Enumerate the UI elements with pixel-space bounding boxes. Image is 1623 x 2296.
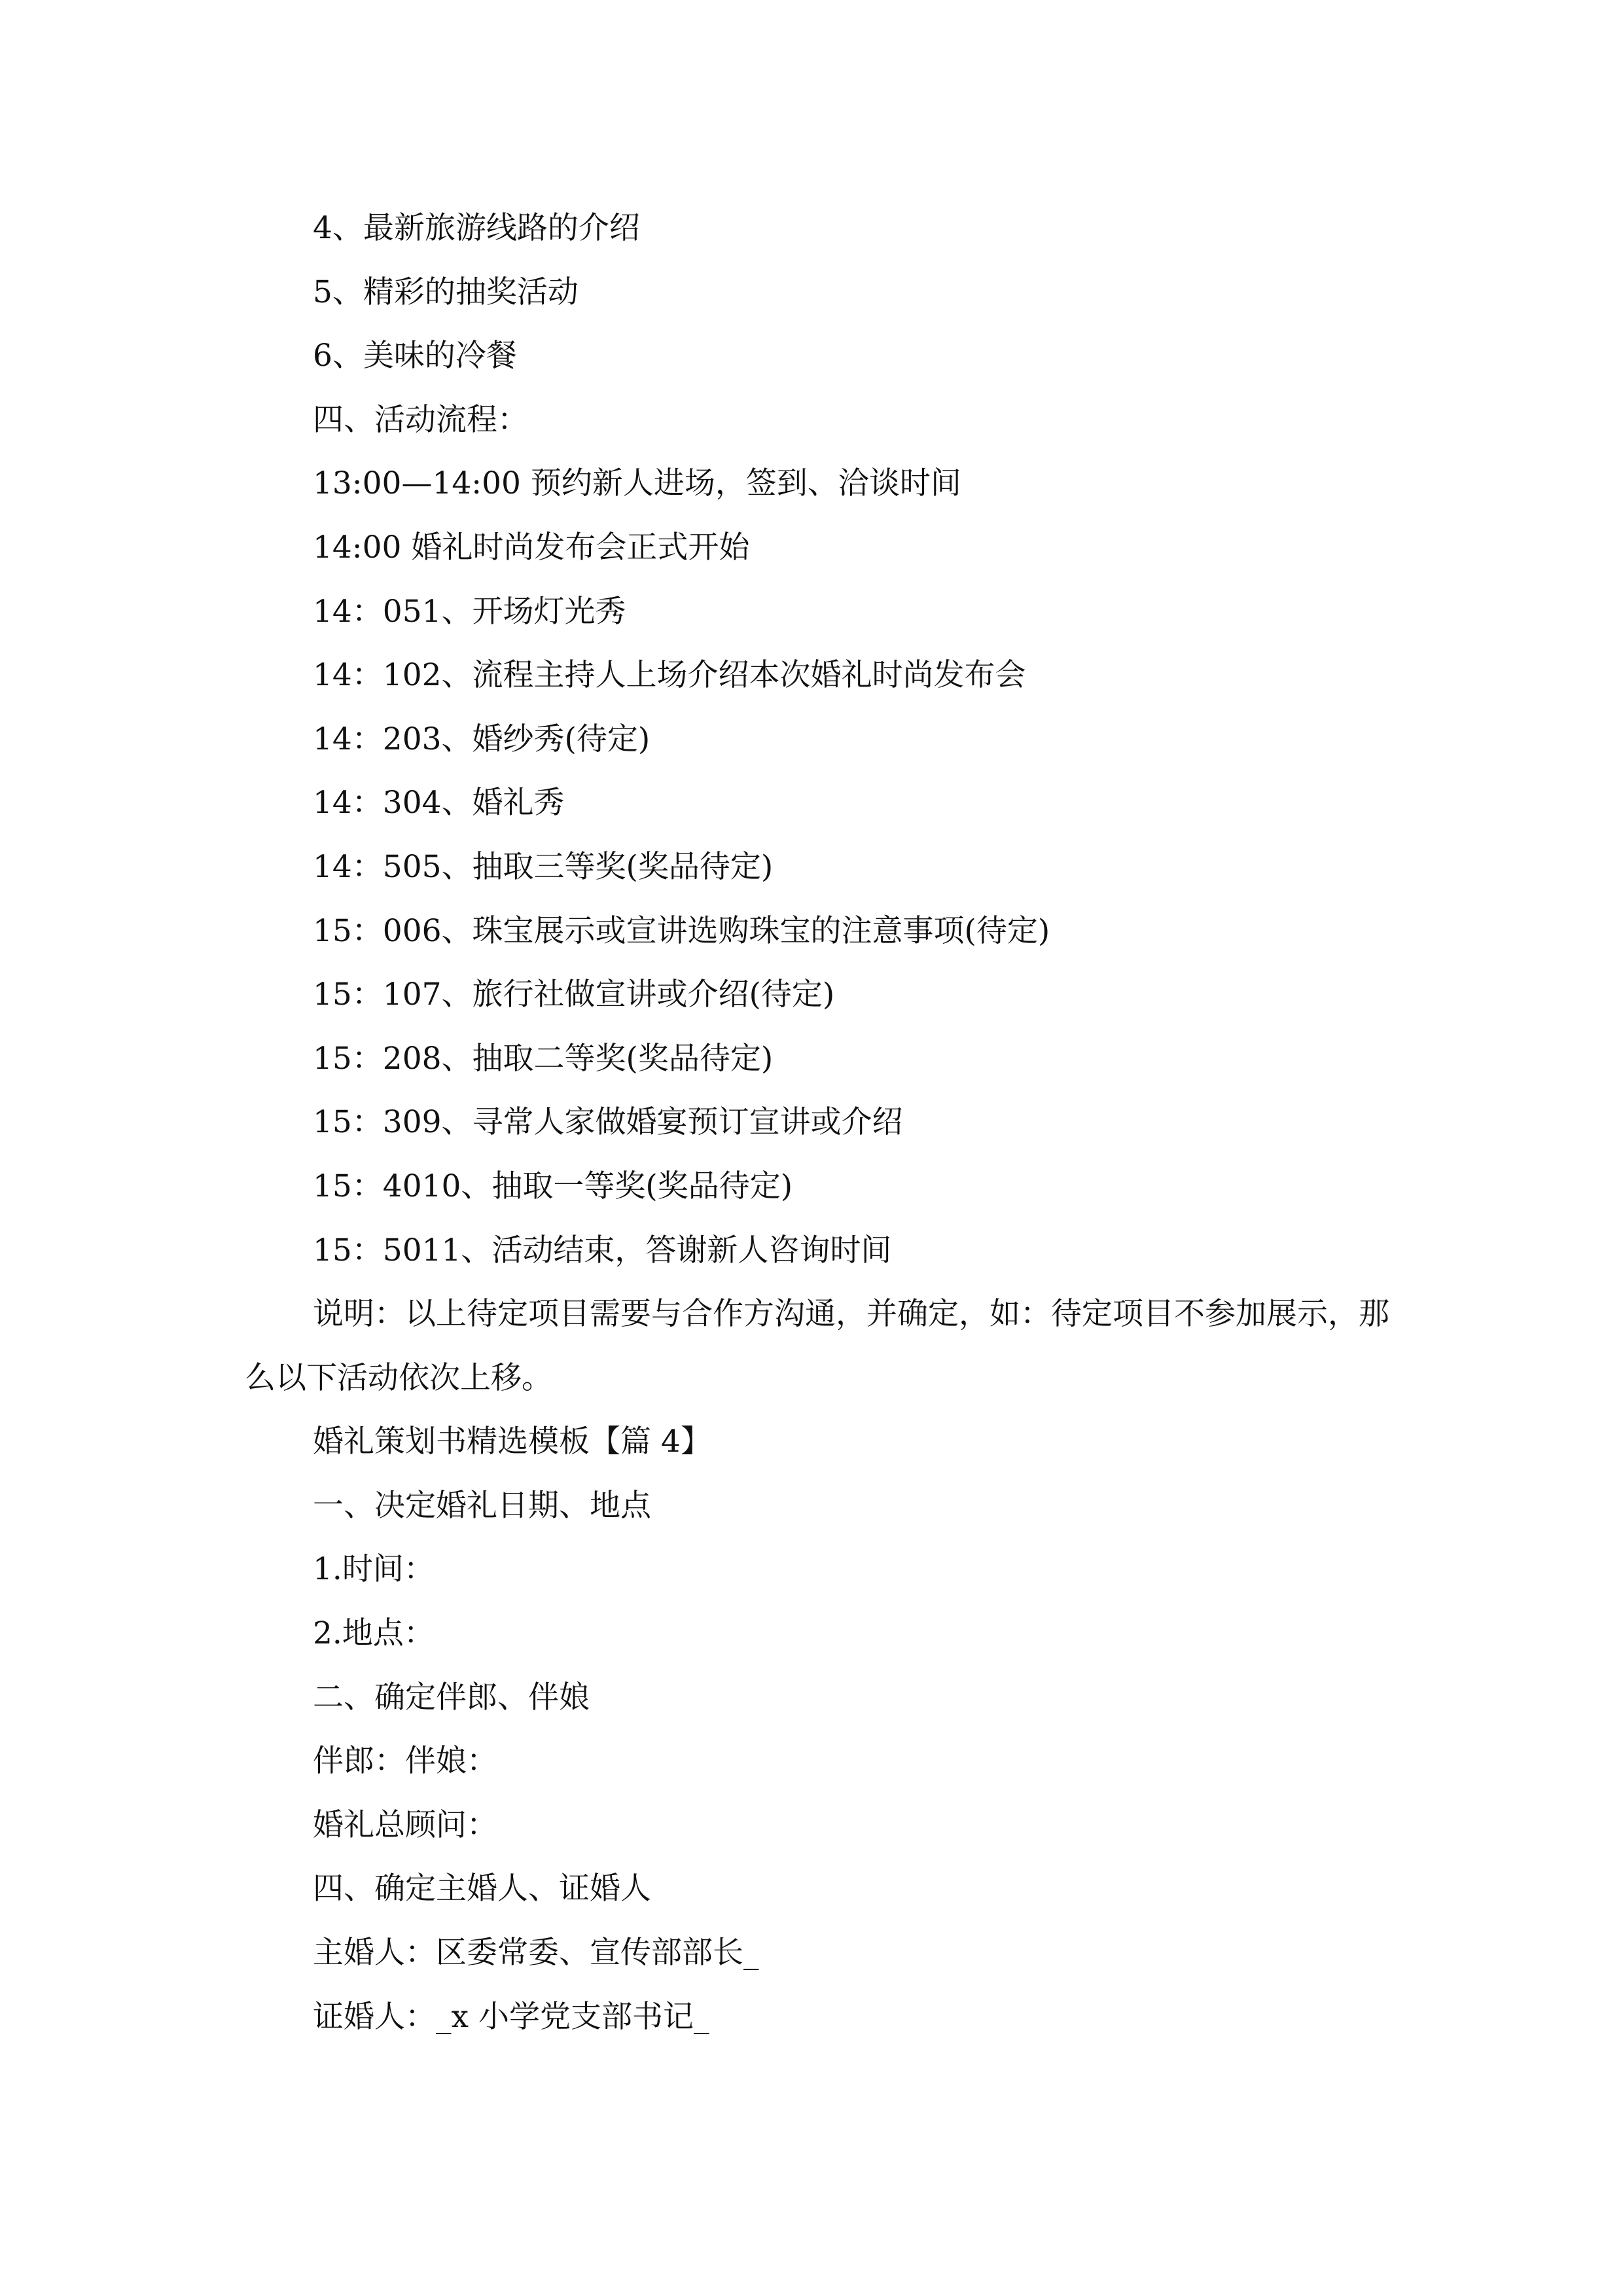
schedule-item: 15：4010、抽取一等奖(奖品待定) — [313, 1168, 793, 1204]
text-line: 主婚人：区委常委、宣传部部长_ — [313, 1935, 759, 1971]
section-heading: 四、确定主婚人、证婚人 — [313, 1871, 651, 1907]
section-heading: 四、活动流程： — [313, 401, 528, 438]
schedule-item: 14：505、抽取三等奖(奖品待定) — [313, 848, 774, 885]
schedule-item: 14：203、婚纱秀(待定) — [313, 721, 651, 757]
text-line: 2.地点： — [313, 1615, 435, 1652]
schedule-item: 14：102、流程主持人上场介绍本次婚礼时尚发布会 — [313, 657, 1026, 694]
text-line: 4、最新旅游线路的介绍 — [313, 210, 640, 246]
schedule-item: 14：051、开场灯光秀 — [313, 593, 626, 630]
schedule-item: 15：309、寻常人家做婚宴预订宣讲或介绍 — [313, 1104, 903, 1141]
section-heading: 二、确定伴郎、伴娘 — [313, 1679, 590, 1715]
schedule-item: 15：208、抽取二等奖(奖品待定) — [313, 1040, 774, 1077]
schedule-item: 14：304、婚礼秀 — [313, 785, 565, 821]
text-line: 5、精彩的抽奖活动 — [313, 274, 579, 310]
text-line: 1.时间： — [313, 1551, 435, 1588]
text-line: 伴郎：伴娘： — [313, 1743, 497, 1780]
section-heading: 一、决定婚礼日期、地点 — [313, 1487, 651, 1524]
section-title: 婚礼策划书精选模板【篇 4】 — [313, 1424, 711, 1460]
text-line: 证婚人：_x 小学党支部书记_ — [313, 1998, 709, 2035]
text-line: 婚礼总顾问： — [313, 1806, 497, 1843]
text-line: 6、美味的冷餐 — [313, 338, 517, 374]
schedule-item: 15：107、旅行社做宣讲或介绍(待定) — [313, 977, 835, 1013]
schedule-item: 15：006、珠宝展示或宣讲选购珠宝的注意事项(待定) — [313, 912, 1050, 949]
note-paragraph: 说明：以上待定项目需要与合作方沟通，并确定，如：待定项目不参加展示，那么以下活动依次上移。 — [245, 1296, 1389, 1396]
document-body — [245, 196, 1397, 2049]
schedule-item: 13:00—14:00 预约新人进场，签到、洽谈时间 — [313, 465, 961, 502]
schedule-item: 15：5011、活动结束，答谢新人咨询时间 — [313, 1232, 892, 1268]
schedule-item: 14:00 婚礼时尚发布会正式开始 — [313, 529, 750, 565]
